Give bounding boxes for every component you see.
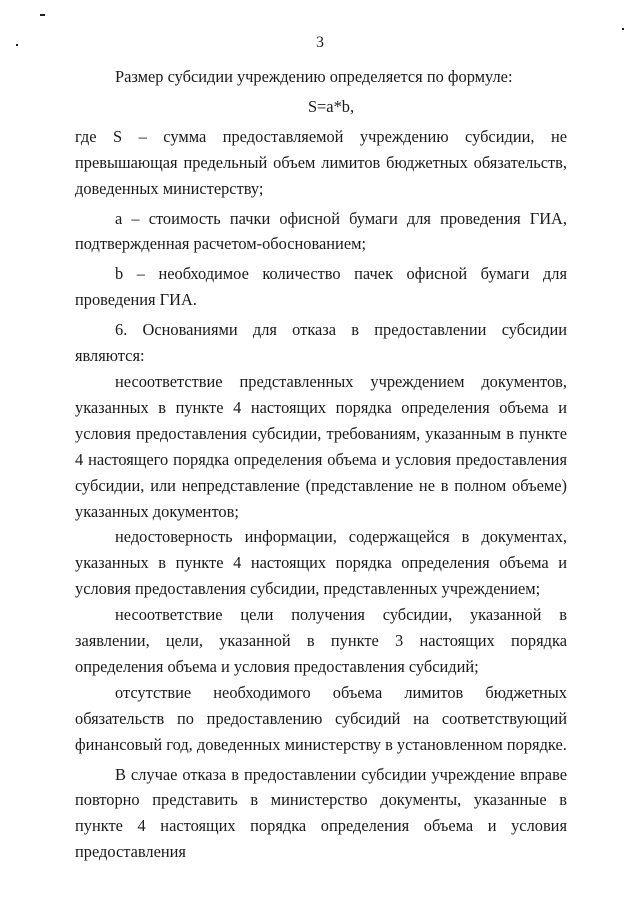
paragraph-ground-2: недостоверность информации, содержащейся в документах, указанных в пункте 4 настоящих порядка определения объема и условия предоставления субсидии, представленных учреждением; [75, 527, 567, 599]
document-body [75, 64, 567, 865]
paragraph-refusal: В случае отказа в предоставлении субсидии учреждение вправе повторно представить в министерство документы, указанные в пункте 4 настоящих порядка определения объема и условия предоставления [75, 764, 567, 862]
formula: S=a*b, [307, 96, 355, 116]
paragraph-ground-3: несоответствие цели получения субсидии, указанной в заявлении, цели, указанной в пункте 3 настоящих порядка определения объема и условия предоставления субсидий; [75, 605, 567, 676]
scan-mark [40, 14, 45, 16]
paragraph-where-s: где S – сумма предоставляемой учреждению субсидии, не превышающая предельный объем лимитов бюджетных обязательств, доведенных министерству; [75, 126, 567, 198]
paragraph-ground-4: отсутствие необходимого объема лимитов бюджетных обязательств по предоставлению субсидий на соответствующий финансовый год, доведенных министерству в установленном порядке. [75, 682, 567, 754]
paragraph-item-6: 6. Основаниями для отказа в предоставлении субсидии являются: [75, 320, 567, 366]
page-number: 3 [316, 34, 324, 51]
paragraph-where-a: а – стоимость пачки офисной бумаги для проведения ГИА, подтвержденная расчетом-обоснованием; [75, 208, 567, 254]
paragraph-intro: Размер субсидии учреждению определяется по формуле: [115, 67, 513, 86]
scan-mark [622, 28, 624, 30]
paragraph-ground-1: несоответствие представленных учреждением документов, указанных в пункте 4 настоящих порядка определения объема и условия предоставления субсидии, требованиям, указанным в пункте 4 настоящего порядка определения объема и условия предоставления субсидии, или непредставление (представление не в полном объеме) указанных документов; [75, 371, 567, 521]
paragraph-where-b: b – необходимое количество пачек офисной бумаги для проведения ГИА. [75, 264, 567, 310]
